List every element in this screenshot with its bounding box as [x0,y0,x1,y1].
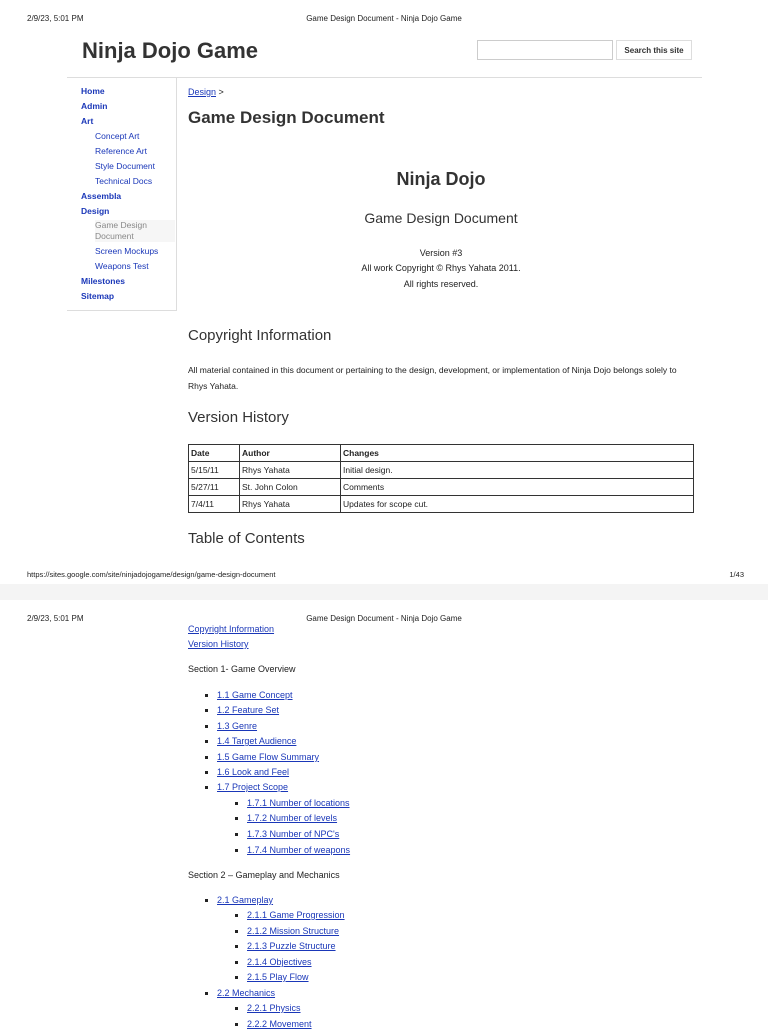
sidebar-item-design[interactable]: Design [81,206,110,216]
toc-link-2-2[interactable]: 2.2 Mechanics [217,988,276,998]
sidebar-item-weapons-test[interactable]: Weapons Test [95,261,149,271]
print-footer-page: 1/43 [729,570,744,579]
print-header-datetime: 2/9/23, 5:01 PM [27,14,84,23]
bullet-icon [235,945,238,948]
bullet-icon [235,930,238,933]
toc-link-1-6[interactable]: 1.6 Look and Feel [217,767,290,777]
table-cell: Comments [341,479,694,496]
breadcrumb-link-design[interactable]: Design [188,87,217,97]
toc-link-1-7[interactable]: 1.7 Project Scope [217,782,289,792]
sidebar-item-reference-art[interactable]: Reference Art [95,146,147,156]
toc-link-1-7-1[interactable]: 1.7.1 Number of locations [247,798,350,808]
breadcrumb-separator: > [218,87,224,97]
sidebar-item-technical-docs[interactable]: Technical Docs [95,176,153,186]
toc-link-2-1-1[interactable]: 2.1.1 Game Progression [247,910,345,920]
sidebar-item-screen-mockups[interactable]: Screen Mockups [95,246,159,256]
bullet-icon [205,709,208,712]
table-header-cell: Changes [341,445,694,462]
table-cell: Updates for scope cut. [341,496,694,513]
table-cell: Initial design. [341,462,694,479]
sidebar-item-sitemap[interactable]: Sitemap [81,291,115,301]
table-cell: 5/27/11 [189,479,240,496]
sidebar-item-concept-art[interactable]: Concept Art [95,131,140,141]
toc-section-2: Section 2 – Gameplay and Mechanics [188,870,340,880]
version-history-heading: Version History [188,409,289,426]
print-header-title: Game Design Document - Ninja Dojo Game [306,614,462,623]
toc-link-1-7-4[interactable]: 1.7.4 Number of weapons [247,845,351,855]
copyright-heading: Copyright Information [188,327,332,344]
sidebar-item-assembla[interactable]: Assembla [81,191,122,201]
search-button[interactable]: Search this site [616,40,692,60]
bullet-icon [235,1007,238,1010]
toc-link-2-1-4[interactable]: 2.1.4 Objectives [247,957,312,967]
table-row [189,462,694,479]
sidebar-item-game-design-document: Game Design Document [95,220,175,242]
toc-link-1-1[interactable]: 1.1 Game Concept [217,690,293,700]
bullet-icon [235,914,238,917]
version-history-table [188,444,694,513]
doc-rights: All rights reserved. [403,279,479,289]
doc-version: Version #3 [419,248,463,258]
toc-link-version-history[interactable]: Version History [188,639,249,649]
table-cell: 5/15/11 [189,462,240,479]
toc-section-1: Section 1- Game Overview [188,664,296,674]
print-header-title: Game Design Document - Ninja Dojo Game [306,14,462,23]
bullet-icon [205,756,208,759]
bullet-icon [205,899,208,902]
sidebar-item-art[interactable]: Art [81,116,94,126]
table-row [189,479,694,496]
bullet-icon [235,961,238,964]
bullet-icon [235,1023,238,1026]
doc-copyright: All work Copyright © Rhys Yahata 2011. [361,263,521,273]
bullet-icon [235,976,238,979]
copyright-text: All material contained in this document or pertaining to the design, development, or implementation of Ninja Dojo belongs solely to Rhys Yahata. [188,365,677,391]
print-footer-url: https://sites.google.com/site/ninjadojogame/design/game-design-document [27,570,276,579]
bullet-icon [205,992,208,995]
table-cell: St. John Colon [240,479,341,496]
toc-link-1-4[interactable]: 1.4 Target Audience [217,736,297,746]
toc-link-2-2-1[interactable]: 2.2.1 Physics [247,1003,301,1013]
doc-title: Ninja Dojo [396,169,486,189]
site-title[interactable]: Ninja Dojo Game [82,38,259,63]
doc-subtitle: Game Design Document [364,210,518,226]
toc-heading: Table of Contents [188,530,305,547]
table-cell: 7/4/11 [189,496,240,513]
toc-link-1-7-3[interactable]: 1.7.3 Number of NPC's [247,829,340,839]
toc-link-1-2[interactable]: 1.2 Feature Set [217,705,280,715]
toc-link-1-7-2[interactable]: 1.7.2 Number of levels [247,813,338,823]
bullet-icon [205,786,208,789]
toc-link-2-1-3[interactable]: 2.1.3 Puzzle Structure [247,941,336,951]
page-title: Game Design Document [188,108,385,127]
page-break [0,584,768,600]
table-header-cell: Author [240,445,341,462]
sidebar-item-style-document[interactable]: Style Document [95,161,155,171]
bullet-icon [205,771,208,774]
table-row [189,496,694,513]
print-page-2 [0,600,768,1029]
toc-link-2-1-2[interactable]: 2.1.2 Mission Structure [247,926,340,936]
sidebar-nav [67,78,177,311]
table-cell: Rhys Yahata [240,496,341,513]
bullet-icon [235,833,238,836]
breadcrumb [188,87,224,97]
toc-link-2-1-5[interactable]: 2.1.5 Play Flow [247,972,309,982]
toc-link-2-2-2[interactable]: 2.2.2 Movement [247,1019,312,1029]
table-header-row [189,445,694,462]
bullet-icon [235,817,238,820]
toc-link-1-3[interactable]: 1.3 Genre [217,721,258,731]
toc-link-2-1[interactable]: 2.1 Gameplay [217,895,274,905]
search-input[interactable] [477,40,613,60]
sidebar-item-admin[interactable]: Admin [81,101,108,111]
print-header-datetime: 2/9/23, 5:01 PM [27,614,84,623]
toc-link-copyright[interactable]: Copyright Information [188,624,275,634]
bullet-icon [205,725,208,728]
bullet-icon [205,740,208,743]
bullet-icon [235,802,238,805]
bullet-icon [235,849,238,852]
toc-link-1-5[interactable]: 1.5 Game Flow Summary [217,752,320,762]
sidebar-item-milestones[interactable]: Milestones [81,276,125,286]
table-cell: Rhys Yahata [240,462,341,479]
table-header-cell: Date [189,445,240,462]
bullet-icon [205,694,208,697]
sidebar-item-home[interactable]: Home [81,86,105,96]
